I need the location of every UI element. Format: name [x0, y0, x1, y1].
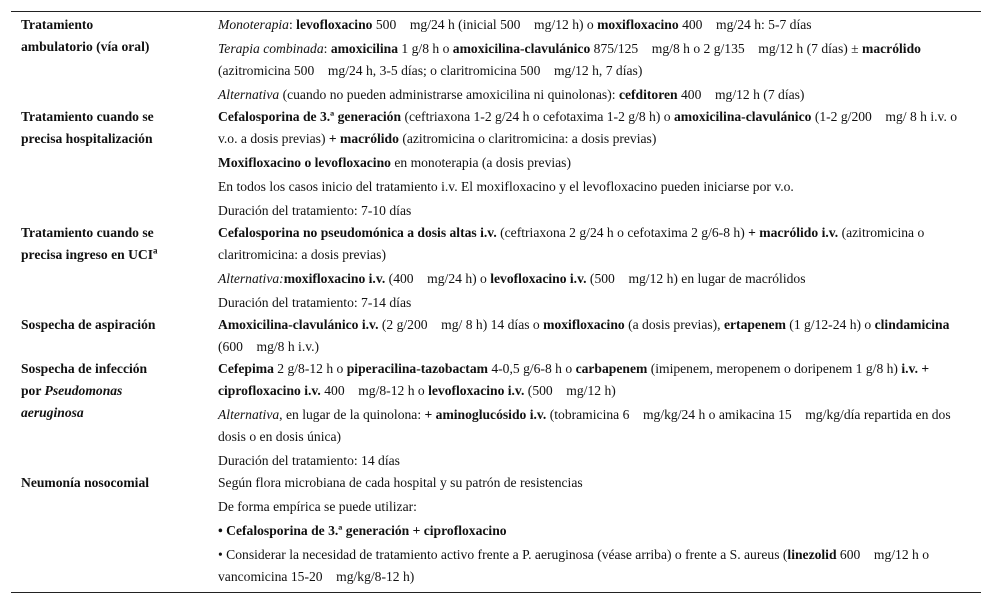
- row-label-text: Tratamiento cuando se: [21, 225, 154, 240]
- text-segment: amoxicilina-clavulánico: [673, 109, 812, 124]
- text-segment: Duración del tratamiento: 7-14 días: [218, 295, 412, 310]
- text-segment: • Cefalosporina de 3.ª generación + ciprofloxacino: [218, 523, 507, 538]
- row-label-text: Neumonía nosocomial: [21, 475, 150, 490]
- text-segment: (cuando no pueden administrarse amoxicilina ni quinolonas):: [279, 87, 619, 102]
- text-segment: ertapenem: [723, 317, 786, 332]
- row-content: [218, 358, 981, 472]
- text-segment: 2 g/8-12 h o: [273, 361, 347, 376]
- text-segment: 875/125 mg/8 h o 2 g/135 mg/12 h (7 días) ±: [590, 41, 863, 56]
- text-segment: Amoxicilina-clavulánico i.v.: [218, 317, 379, 332]
- text-segment: (imipenem, meropenem o doripenem 1 g/8 h): [647, 361, 902, 376]
- row-label-line: [21, 14, 218, 36]
- row-content: [218, 14, 981, 106]
- table-row: [11, 314, 981, 358]
- text-segment: piperacilina-tazobactam: [346, 361, 488, 376]
- row-label: [11, 472, 218, 588]
- text-segment: • Considerar la necesidad de tratamiento activo frente a P. aeruginosa (véase arriba) o frente a S. aureus (: [218, 547, 788, 562]
- row-label-text: por: [21, 383, 45, 398]
- text-segment: (ceftriaxona 2 g/24 h o cefotaxima 2 g/6-8 h): [496, 225, 749, 240]
- text-segment: (tobramicina 6 mg/kg/24 h o amikacina 15 mg/kg/día repartida en dos dosis o en dosis única): [218, 407, 951, 444]
- content-paragraph: [218, 152, 965, 174]
- content-paragraph: [218, 358, 965, 402]
- text-segment: clindamicina: [874, 317, 950, 332]
- row-label-text: ambulatorio (vía oral): [21, 39, 150, 54]
- content-paragraph: [218, 292, 965, 314]
- text-segment: 1 g/8 h o: [398, 41, 453, 56]
- text-segment: (azitromicina o claritromicina: a dosis previas): [218, 225, 925, 262]
- text-segment: Alternativa:: [218, 271, 284, 286]
- text-segment: levofloxacino i.v.: [428, 383, 525, 398]
- text-segment: Moxifloxacino o levofloxacino: [218, 155, 391, 170]
- row-content: [218, 222, 981, 314]
- row-label-line: [21, 36, 218, 58]
- text-segment: Duración del tratamiento: 14 días: [218, 453, 400, 468]
- row-label-line: aeruginosa: [21, 405, 84, 420]
- content-paragraph: [218, 14, 965, 36]
- text-segment: + aminoglucósido i.v.: [424, 407, 547, 422]
- content-paragraph: [218, 450, 965, 472]
- text-segment: Según flora microbiana de cada hospital y su patrón de resistencias: [218, 475, 583, 490]
- content-paragraph: [218, 314, 965, 358]
- text-segment: linezolid: [787, 547, 837, 562]
- text-segment: :: [288, 17, 297, 32]
- row-label: [11, 222, 218, 314]
- text-segment: (400 mg/24 h) o: [385, 271, 491, 286]
- row-label: [11, 106, 218, 222]
- row-label-text: precisa ingreso en UCI: [21, 247, 154, 262]
- row-label-text: Tratamiento cuando se: [21, 109, 154, 124]
- row-label-text: Sospecha de aspiración: [21, 317, 156, 332]
- text-segment: Terapia combinada: [218, 41, 324, 56]
- text-segment: amoxicilina-clavulánico: [452, 41, 591, 56]
- text-segment: Cefepima: [218, 361, 274, 376]
- text-segment: Cefalosporina de 3.ª generación: [218, 109, 402, 124]
- content-paragraph: [218, 268, 965, 290]
- text-segment: De forma empírica se puede utilizar:: [218, 499, 417, 514]
- content-paragraph: [218, 222, 965, 266]
- content-paragraph: [218, 520, 965, 542]
- text-segment: (azitromicina o claritromicina: a dosis previas): [398, 131, 657, 146]
- content-paragraph: [218, 544, 965, 588]
- text-segment: + macrólido i.v.: [748, 225, 839, 240]
- text-segment: (1-2 g/200 mg/ 8 h i.v. o v.o. a dosis previas): [218, 109, 958, 146]
- table-row: [11, 472, 981, 588]
- text-segment: moxifloxacino: [597, 17, 679, 32]
- text-segment: moxifloxacino: [543, 317, 625, 332]
- text-segment: (600 mg/8 h i.v.): [218, 339, 320, 354]
- text-segment: (500 mg/12 h) en lugar de macrólidos: [586, 271, 806, 286]
- row-label-line: Sospecha de infección: [21, 361, 148, 376]
- text-segment: carbapenem: [575, 361, 648, 376]
- row-label-line: [21, 244, 218, 266]
- table-row: [11, 106, 981, 222]
- text-segment: 400 mg/8-12 h o: [320, 383, 429, 398]
- row-label-text: precisa hospitalización: [21, 131, 153, 146]
- text-segment: Alternativa: [218, 87, 280, 102]
- content-paragraph: [218, 106, 965, 150]
- row-label-line: [21, 314, 218, 336]
- text-segment: (ceftriaxona 1-2 g/24 h o cefotaxima 1-2 g/8 h) o: [401, 109, 674, 124]
- text-segment: amoxicilina: [330, 41, 399, 56]
- text-segment: En todos los casos inicio del tratamiento i.v. El moxifloxacino y el levofloxacino pueden iniciarse por v.o.: [218, 179, 794, 194]
- text-segment: Cefalosporina no pseudomónica a dosis altas i.v.: [218, 225, 497, 240]
- treatment-table: [11, 11, 981, 593]
- row-content: [218, 314, 981, 358]
- content-paragraph: [218, 472, 965, 494]
- content-paragraph: [218, 496, 965, 518]
- table-row: [11, 358, 981, 472]
- text-segment: levofloxacino i.v.: [490, 271, 587, 286]
- content-paragraph: [218, 404, 965, 448]
- row-label-line: [21, 128, 218, 150]
- text-segment: en monoterapia (a dosis previas): [390, 155, 571, 170]
- text-segment: moxifloxacino i.v.: [283, 271, 386, 286]
- text-segment: (2 g/200 mg/ 8 h) 14 días o: [378, 317, 544, 332]
- row-label-text: Pseudomonas: [44, 383, 123, 398]
- row-content: [218, 472, 981, 588]
- text-segment: Alternativa: [218, 407, 280, 422]
- table-row: [11, 14, 981, 106]
- text-segment: , en lugar de la quinolona:: [279, 407, 425, 422]
- content-paragraph: [218, 176, 965, 198]
- text-segment: cefditoren: [618, 87, 678, 102]
- content-paragraph: [218, 200, 965, 222]
- footnote-marker: a: [153, 245, 158, 256]
- text-segment: :: [323, 41, 331, 56]
- text-segment: 400 mg/24 h: 5-7 días: [678, 17, 812, 32]
- text-segment: (azitromicina 500 mg/24 h, 3-5 días; o claritromicina 500 mg/12 h, 7 días): [218, 63, 643, 78]
- text-segment: (500 mg/12 h): [524, 383, 616, 398]
- text-segment: Duración del tratamiento: 7-10 días: [218, 203, 412, 218]
- text-segment: 500 mg/24 h (inicial 500 mg/12 h) o: [372, 17, 598, 32]
- text-segment: macrólido: [862, 41, 921, 56]
- text-segment: levofloxacino: [296, 17, 373, 32]
- text-segment: (a dosis previas),: [624, 317, 724, 332]
- row-label: [11, 358, 218, 472]
- row-label-line: [21, 106, 218, 128]
- text-segment: + macrólido: [328, 131, 399, 146]
- text-segment: i.v. + ciprofloxacino i.v.: [218, 361, 930, 398]
- text-segment: 4-0,5 g/6-8 h o: [487, 361, 576, 376]
- row-label-line: [21, 222, 218, 244]
- row-label: [11, 14, 218, 106]
- row-label-line: [21, 380, 218, 402]
- content-paragraph: [218, 38, 965, 82]
- content-paragraph: [218, 84, 965, 106]
- text-segment: Monoterapia: [218, 17, 289, 32]
- text-segment: (1 g/12-24 h) o: [785, 317, 875, 332]
- row-label: [11, 314, 218, 358]
- row-label-text: Tratamiento: [21, 17, 94, 32]
- row-label-line: [21, 472, 218, 494]
- row-content: [218, 106, 981, 222]
- text-segment: 400 mg/12 h (7 días): [677, 87, 805, 102]
- text-segment: 600 mg/12 h o vancomicina 15-20 mg/kg/8-12 h): [218, 547, 930, 584]
- table-row: [11, 222, 981, 314]
